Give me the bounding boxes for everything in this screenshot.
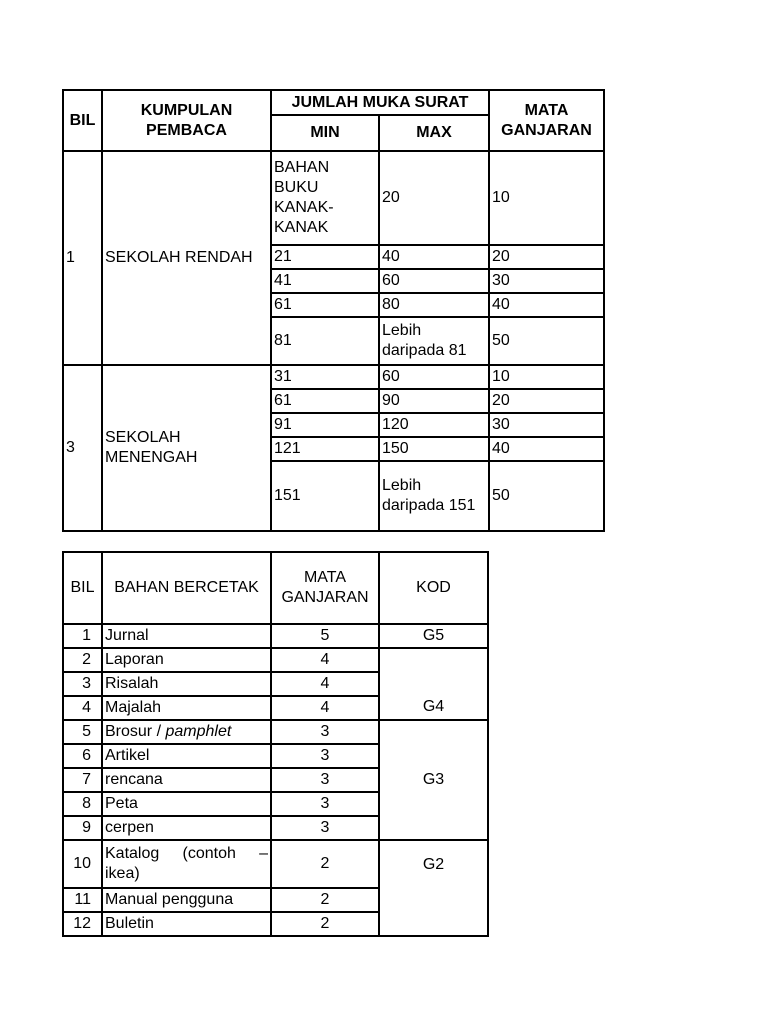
table-row: [63, 648, 488, 672]
min-cell: 121: [271, 437, 379, 461]
bil-cell: 5: [63, 720, 102, 744]
bil-cell: 3: [63, 672, 102, 696]
group-name: SEKOLAH MENENGAH: [102, 365, 271, 531]
kod-cell: G3: [379, 720, 488, 840]
min-cell: 31: [271, 365, 379, 389]
header-bahan-bercetak: BAHAN BERCETAK: [102, 552, 271, 624]
mata-cell: 3: [271, 792, 379, 816]
table-row: [63, 720, 488, 744]
header-bil: BIL: [63, 90, 102, 151]
mata-cell: 30: [489, 269, 604, 293]
bil-cell: 12: [63, 912, 102, 936]
header-bil: BIL: [63, 552, 102, 624]
table-row: [63, 151, 604, 245]
max-cell: 40: [379, 245, 489, 269]
bahan-cell: Artikel: [102, 744, 271, 768]
header-mata-ganjaran: MATA GANJARAN: [271, 552, 379, 624]
max-cell: Lebih daripada 81: [379, 317, 489, 365]
header-kumpulan-pembaca: KUMPULAN PEMBACA: [102, 90, 271, 151]
min-cell: 81: [271, 317, 379, 365]
bahan-cell: Laporan: [102, 648, 271, 672]
mata-cell: 20: [489, 389, 604, 413]
bahan-cell: Buletin: [102, 912, 271, 936]
bahan-cell: Manual pengguna: [102, 888, 271, 912]
mata-cell: 2: [271, 912, 379, 936]
mata-cell: 40: [489, 437, 604, 461]
max-cell: 60: [379, 365, 489, 389]
mata-cell: 30: [489, 413, 604, 437]
header-jumlah-muka-surat: JUMLAH MUKA SURAT: [271, 90, 489, 115]
bil-cell: 6: [63, 744, 102, 768]
mata-cell: 3: [271, 744, 379, 768]
mata-cell: 10: [489, 151, 604, 245]
table-row: [63, 840, 488, 888]
bil-cell: 10: [63, 840, 102, 888]
bil-cell: 9: [63, 816, 102, 840]
bahan-cell: Majalah: [102, 696, 271, 720]
mata-cell: 40: [489, 293, 604, 317]
bil-cell: 1: [63, 624, 102, 648]
max-cell: Lebih daripada 151: [379, 461, 489, 531]
mata-cell: 2: [271, 840, 379, 888]
mata-cell: 2: [271, 888, 379, 912]
bahan-cell: cerpen: [102, 816, 271, 840]
group-bil: 3: [63, 365, 102, 531]
min-cell: BAHAN BUKU KANAK-KANAK: [271, 151, 379, 245]
max-cell: 90: [379, 389, 489, 413]
bahan-cell: Risalah: [102, 672, 271, 696]
bil-cell: 2: [63, 648, 102, 672]
bil-cell: 7: [63, 768, 102, 792]
table-row: [63, 365, 604, 389]
mata-cell: 50: [489, 317, 604, 365]
kod-cell: G4: [379, 648, 488, 720]
bahan-italic-text: pamphlet: [165, 723, 232, 740]
min-cell: 91: [271, 413, 379, 437]
mata-cell: 20: [489, 245, 604, 269]
min-cell: 151: [271, 461, 379, 531]
bil-cell: 11: [63, 888, 102, 912]
mata-cell: 4: [271, 696, 379, 720]
kod-cell: G2: [379, 840, 488, 936]
printed-material-table: [62, 551, 489, 937]
min-cell: 61: [271, 293, 379, 317]
mata-cell: 5: [271, 624, 379, 648]
bil-cell: 4: [63, 696, 102, 720]
bil-cell: 8: [63, 792, 102, 816]
bahan-cell: Peta: [102, 792, 271, 816]
mata-cell: 50: [489, 461, 604, 531]
group-name: SEKOLAH RENDAH: [102, 151, 271, 365]
max-cell: 20: [379, 151, 489, 245]
mata-cell: 3: [271, 720, 379, 744]
mata-cell: 3: [271, 816, 379, 840]
max-cell: 80: [379, 293, 489, 317]
bahan-cell: [102, 720, 271, 744]
header-max: MAX: [379, 115, 489, 151]
max-cell: 60: [379, 269, 489, 293]
min-cell: 21: [271, 245, 379, 269]
header-mata-ganjaran: MATA GANJARAN: [489, 90, 604, 151]
mata-cell: 4: [271, 672, 379, 696]
max-cell: 120: [379, 413, 489, 437]
kod-cell: G5: [379, 624, 488, 648]
header-min: MIN: [271, 115, 379, 151]
bahan-cell: Katalog (contoh – ikea): [102, 840, 271, 888]
mata-cell: 10: [489, 365, 604, 389]
table-row: [63, 624, 488, 648]
mata-cell: 3: [271, 768, 379, 792]
bahan-cell: rencana: [102, 768, 271, 792]
mata-cell: 4: [271, 648, 379, 672]
max-cell: 150: [379, 437, 489, 461]
reader-group-table: [62, 89, 605, 532]
bahan-text: Brosur /: [105, 723, 166, 740]
group-bil: 1: [63, 151, 102, 365]
header-kod: KOD: [379, 552, 488, 624]
min-cell: 61: [271, 389, 379, 413]
min-cell: 41: [271, 269, 379, 293]
bahan-cell: Jurnal: [102, 624, 271, 648]
